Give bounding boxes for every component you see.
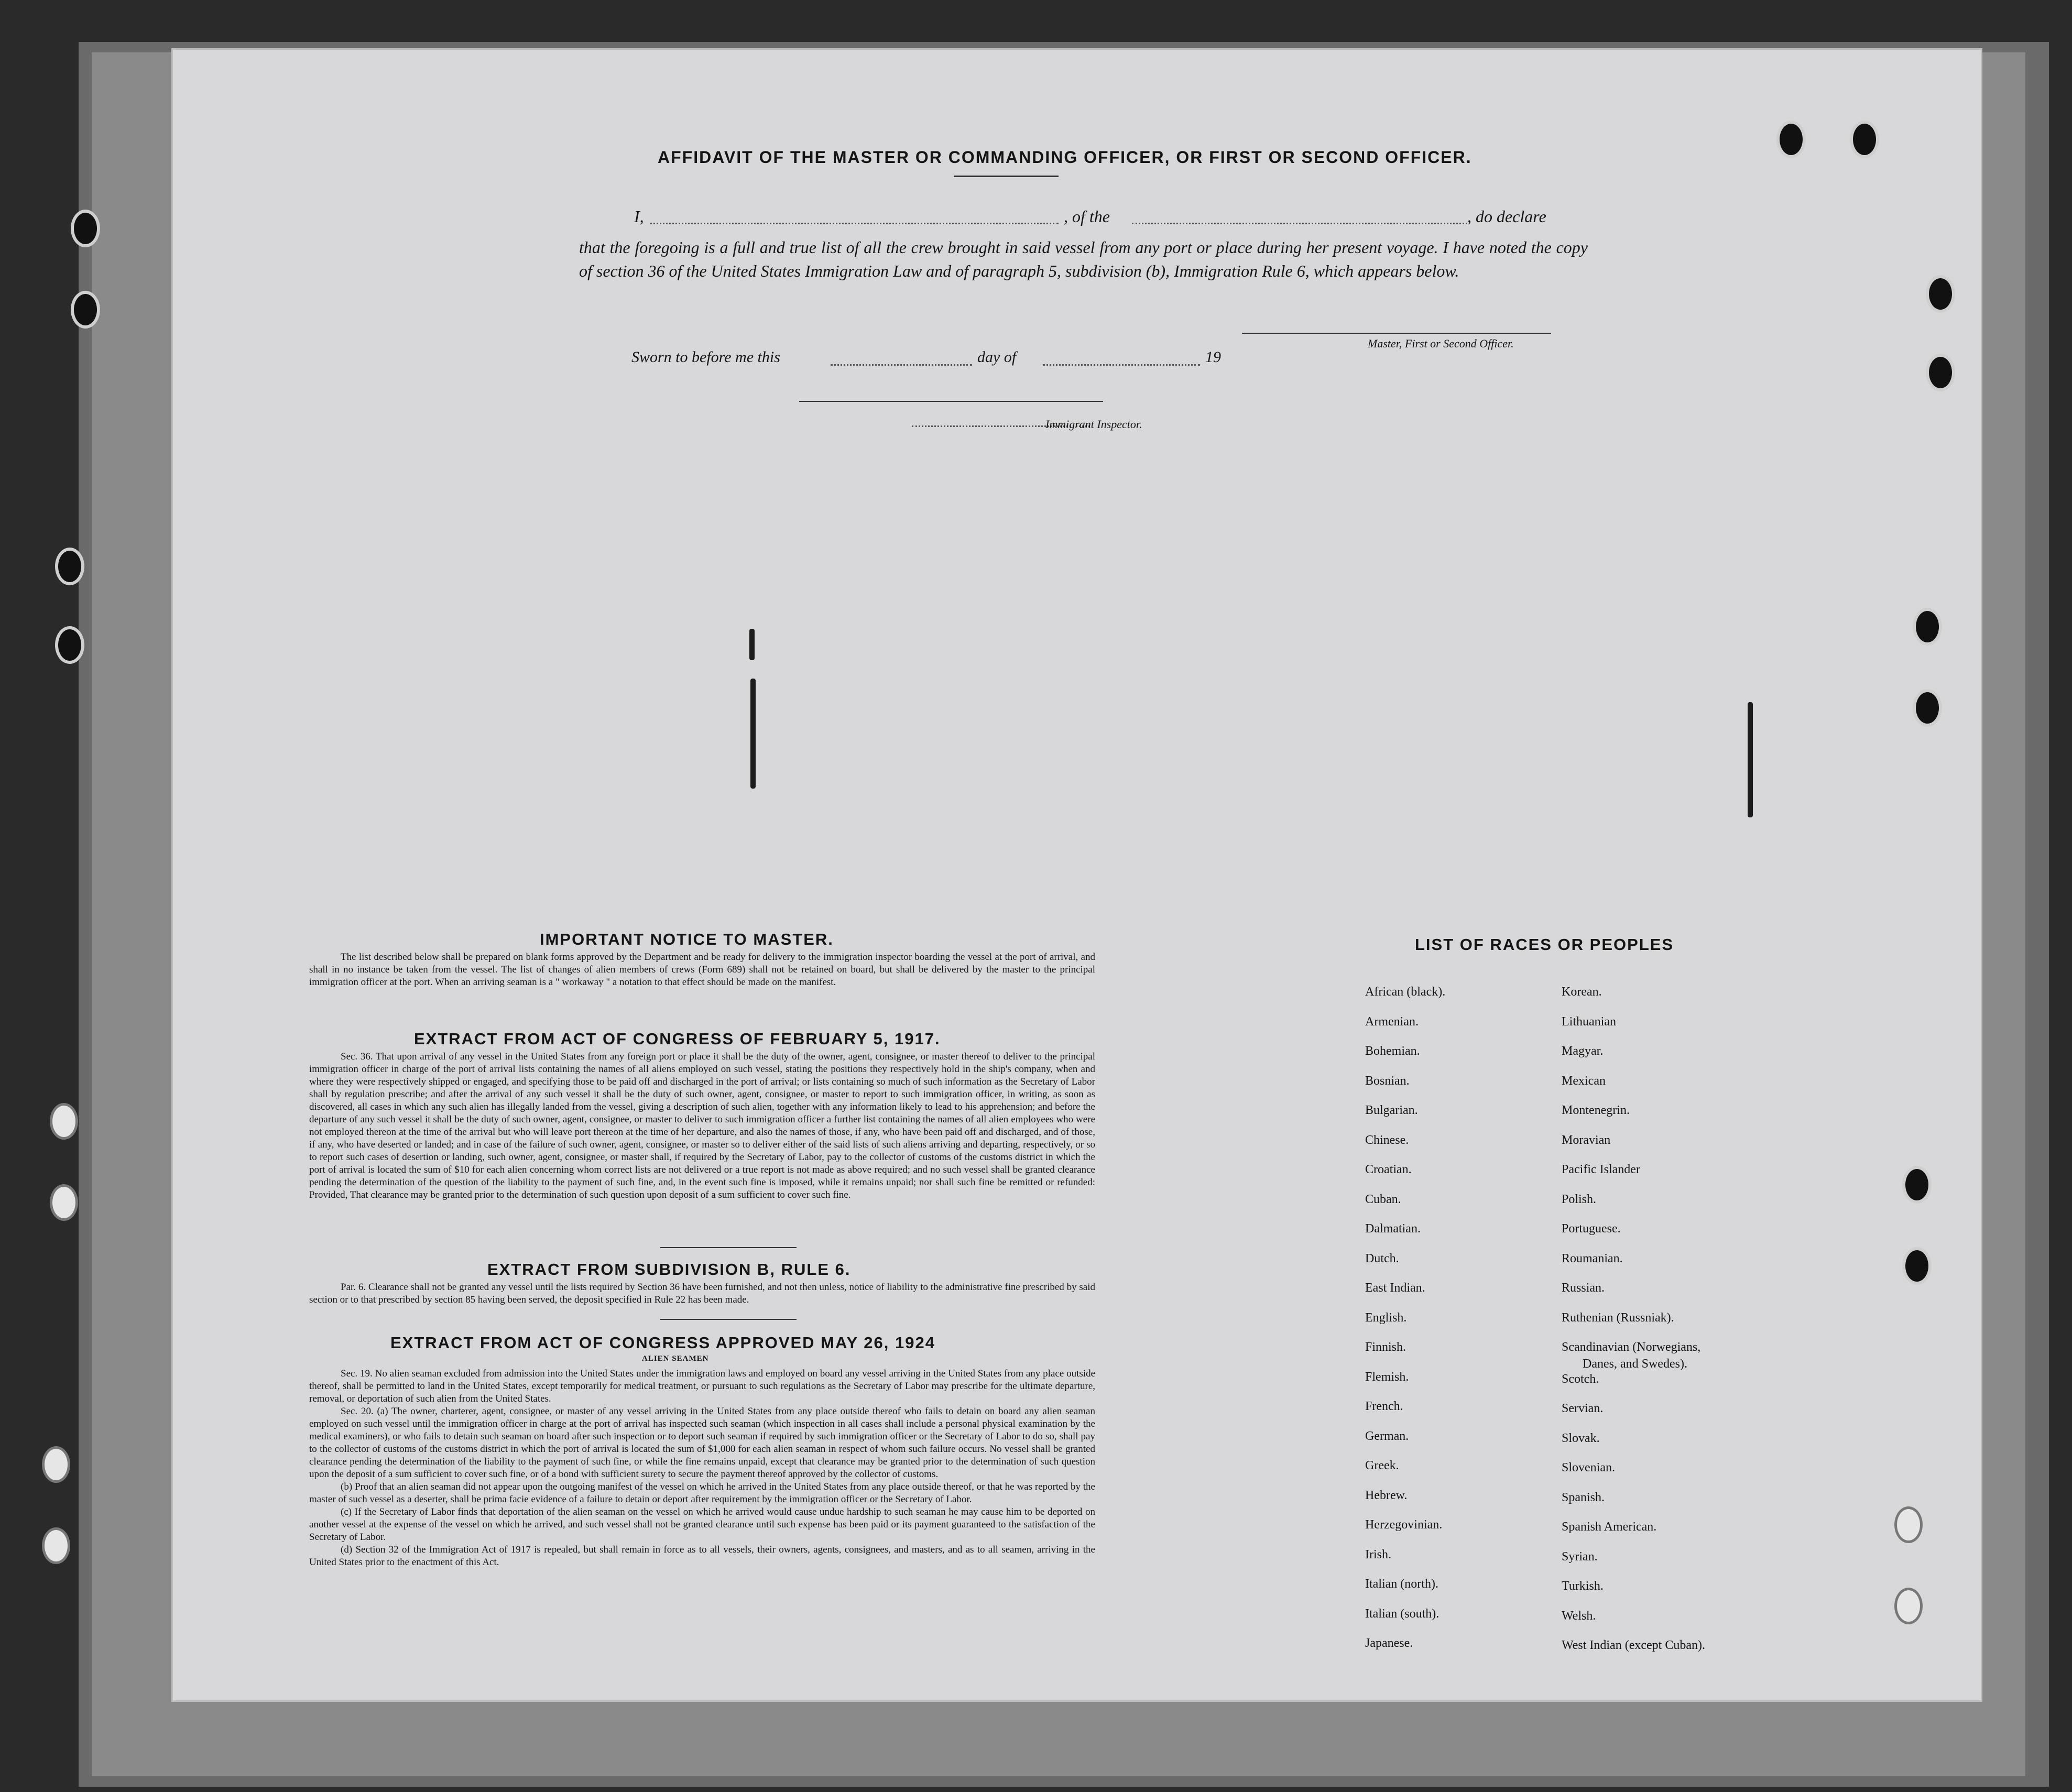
vessel-name-blank[interactable] [1132, 223, 1467, 224]
race-item: Servian. [1562, 1402, 1604, 1415]
affidavit-title: AFFIDAVIT OF THE MASTER OR COMMANDING OFFICER, OR FIRST OR SECOND OFFICER. [658, 148, 1472, 167]
race-item: West Indian (except Cuban). [1562, 1638, 1705, 1652]
vessel-of-label: , of the [1064, 207, 1110, 226]
race-item: Chinese. [1365, 1133, 1409, 1147]
extract-1917-title: EXTRACT FROM ACT OF CONGRESS OF FEBRUARY 5, 1917. [414, 1030, 941, 1048]
signature-label: Master, First or Second Officer. [1368, 337, 1514, 350]
race-item: Lithuanian [1562, 1014, 1616, 1029]
pen-mark [749, 629, 755, 660]
race-item: Greek. [1365, 1459, 1399, 1472]
race-item: Dalmatian. [1365, 1222, 1421, 1236]
race-item: Irish. [1365, 1547, 1391, 1561]
binder-hole [1850, 121, 1879, 158]
binder-hole [1902, 1166, 1932, 1204]
pen-mark [1748, 702, 1753, 817]
binder-hole [1894, 1506, 1923, 1543]
race-item: Polish. [1562, 1192, 1597, 1206]
race-item: Spanish. [1562, 1490, 1605, 1504]
race-item: Welsh. [1562, 1609, 1596, 1623]
race-item: Russian. [1562, 1281, 1605, 1295]
race-item: Dutch. [1365, 1251, 1399, 1265]
binder-hole [1902, 1247, 1932, 1285]
binder-hole [71, 291, 100, 329]
sec20c-paragraph: (c) If the Secretary of Labor finds that deportation of the alien seaman on the vessel on which he arrived would cause undue hardship to such seaman he may cause him to be deported on another vessel at the expense of the vessel on which he arrived, and such vessel shall not be granted clearance until such expense has been paid or its payment guaranteed to the satisfaction of the Secretary of Labor. [309, 1506, 1095, 1543]
declare-label: , do declare [1467, 207, 1546, 226]
race-item: German. [1365, 1429, 1409, 1443]
race-item: Hebrew. [1365, 1488, 1408, 1502]
binder-hole [71, 210, 100, 247]
notice-title: IMPORTANT NOTICE TO MASTER. [540, 930, 834, 948]
race-item: Croatian. [1365, 1163, 1412, 1176]
race-item: Magyar. [1562, 1044, 1604, 1058]
sworn-day-label: day of [977, 348, 1017, 366]
race-item: French. [1365, 1400, 1403, 1413]
race-item: Scotch. [1562, 1372, 1599, 1386]
race-item: Bulgarian. [1365, 1103, 1418, 1117]
binder-hole [42, 1527, 70, 1564]
form-sheet [173, 50, 1981, 1700]
race-item: Italian (south). [1365, 1607, 1440, 1621]
race-item: Portuguese. [1562, 1222, 1621, 1236]
race-item: Mexican [1562, 1074, 1606, 1088]
sworn-day-blank[interactable] [831, 364, 972, 366]
race-item: African (black). [1365, 985, 1446, 999]
race-item: Bohemian. [1365, 1044, 1420, 1058]
race-item: Moravian [1562, 1133, 1611, 1147]
race-item: Cuban. [1365, 1192, 1401, 1206]
race-item: Syrian. [1562, 1549, 1598, 1564]
race-item: Armenian. [1365, 1014, 1419, 1029]
race-item: Korean. [1562, 985, 1602, 999]
race-item: East Indian. [1365, 1281, 1425, 1295]
race-item: Roumanian. [1562, 1251, 1623, 1265]
affidavit-statement: that the foregoing is a full and true list of all the crew brought in said vessel from any port or place during her present voyage. I have noted the copy of section 36 of the United States Immigration Law and of paragraph 5, subdivision (b), Immigration Rule 6, which appears below. [579, 238, 1588, 280]
notice-body: The list described below shall be prepared on blank forms approved by the Department and be ready for delivery to the immigration inspector boarding the vessel at the port of arrival, and shall in no instance be taken from the vessel. The list of changes of alien members of crews (Form 689) shall not be retained on board, but shall be delivered by the master to the principal immigration officer at the port. When an arriving seaman is a " workaway " a notation to that effect should be made on the manifest. [309, 952, 1095, 988]
extract-1917-body: Sec. 36. That upon arrival of any vessel in the United States from any foreign port or place it shall be the duty of the owner, agent, consignee, or master thereof to deliver to the principal immigration officer in charge of the port of arrival lists containing the names of all aliens employed on such vessel, stating the positions they respectively hold in the ship's company, when and where they were respectively shipped or engaged, and specifying those to be paid off and discharged in the port of arrival; or lists containing so much of such information as the Secretary of Labor shall by regulation prescribe; and after the arrival of any such vessel it shall be the duty of such owner, agent, consignee, or master to report to such immigration officer, in writing, as soon as discovered, all cases in which any such alien has illegally landed from the vessel, giving a description of such alien, together with any information likely to lead to his apprehension; and before the departure of any such vessel it shall be the duty of such owner, agent, consignee, or master to deliver to such immigration officer a further list containing the names of all alien employees who were not employed thereon at the time of the arrival but who will leave port thereon at the time of her departure, and also the names of those, if any, who have been paid off and discharged, and of those, if any, who have deserted or landed; and in case of the failure of such owner, agent, consignee, or master so to deliver either of the said lists of such aliens arriving and departing, respectively, or so to report such cases of desertion or landing, such owner, agent, consignee, or master shall, if required by the Secretary of Labor, pay to the collector of customs of the customs district in which the port of arrival is located the sum of $10 for each alien concerning whom correct lists are not delivered or a true report is not made as above required; and no such vessel shall be granted clearance pending the determination of the question of the liability to the payment of such fine, and, in the event such fine is imposed, while it remains unpaid; nor shall such fine be remitted or refunded: Provided, That clearance may be granted prior to the determination of such question upon deposit of a sum sufficient to cover such fine. [309, 1051, 1095, 1200]
declarant-name-blank[interactable] [650, 223, 1059, 224]
race-item: Slovenian. [1562, 1461, 1615, 1474]
sec19-paragraph: Sec. 19. No alien seaman excluded from admission into the United States under the immigration laws and employed on board any vessel arriving in the United States from any place outside thereof, shall be permitted to land in the United States, except temporarily for medical treatment, or pursuant to such regulations as the Secretary of Labor may prescribe for the ultimate departure, removal, or deportation of such alien from the United States. [309, 1368, 1095, 1404]
binder-hole [55, 548, 84, 585]
race-item: Bosnian. [1365, 1074, 1410, 1088]
binder-hole [55, 626, 84, 664]
binder-hole [1913, 608, 1942, 646]
race-item-continuation: Danes, and Swedes). [1583, 1357, 1687, 1371]
race-item: Slovak. [1562, 1431, 1600, 1445]
race-item: Italian (north). [1365, 1577, 1438, 1591]
sec20d-paragraph: (d) Section 32 of the Immigration Act of 1917 is repealed, but shall remain in force as to all vessels, their owners, agents, consignees, and masters, and as to all seamen, arriving in the United States prior to the enactment of this Act. [309, 1544, 1095, 1568]
binder-hole [50, 1103, 78, 1140]
binder-hole [42, 1446, 70, 1483]
extract-1924-subtitle: ALIEN SEAMEN [642, 1354, 709, 1363]
pen-mark [750, 679, 756, 789]
race-item: Japanese. [1365, 1636, 1413, 1650]
binder-hole [1776, 121, 1806, 158]
extract-rule6-title: EXTRACT FROM SUBDIVISION B, RULE 6. [487, 1260, 851, 1279]
extract-1924-title: EXTRACT FROM ACT OF CONGRESS APPROVED MAY 26, 1924 [390, 1334, 935, 1352]
race-item: Herzegovinian. [1365, 1518, 1443, 1532]
race-item: English. [1365, 1310, 1407, 1325]
extract-rule6-body: Par. 6. Clearance shall not be granted any vessel until the lists required by Section 36 have been furnished, and not then unless, notice of liability to the administrative fine prescribed by said section or to that prescribed by section 85 having been served, the deposit specified in Rule 22 has been made. [309, 1282, 1095, 1305]
race-item: Montenegrin. [1562, 1103, 1630, 1117]
sec20b-paragraph: (b) Proof that an alien seaman did not appear upon the outgoing manifest of the vessel on which he arrived in the United States from any place outside thereof, or that he was reported by the master of such vessel as a deserter, shall be prima facie evidence of a failure to detain or deport after requirement by the immigration officer or the Secretary of Labor. [309, 1481, 1095, 1505]
binder-hole [50, 1184, 78, 1221]
race-item: Spanish American. [1562, 1520, 1657, 1534]
binder-hole [1926, 275, 1955, 313]
divider [954, 176, 1059, 177]
sworn-label: Sworn to before me this [631, 348, 780, 366]
race-item: Pacific Islander [1562, 1163, 1640, 1176]
race-item: Ruthenian (Russniak). [1562, 1310, 1674, 1325]
race-item: Scandinavian (Norwegians, [1562, 1340, 1701, 1354]
sworn-month-blank[interactable] [1043, 364, 1200, 366]
binder-hole [1894, 1588, 1923, 1624]
race-item: Flemish. [1365, 1370, 1409, 1384]
inspector-line-1 [799, 401, 1103, 402]
divider [660, 1319, 797, 1320]
sec20a-paragraph: Sec. 20. (a) The owner, charterer, agent, consignee, or master of any vessel arriving in the United States from any place outside thereof who fails to detain on board any alien seaman employed on such vessel until the immigration officer in charge at the port of arrival has inspected such seaman (which inspection in all cases shall include a personal physical examination by the medical examiners), or who fails to detain such seaman on board after such inspection or to deport such seaman if required by such immigration officer or the Secretary of Labor to do so, shall pay to the collector of customs of the customs district in which the port of arrival is located the sum of $1,000 for each alien seaman in respect of whom such failure occurs. No vessel shall be granted clearance pending the determination of the liability to the payment of such fine, or while the fine remains unpaid, except that clearance may be granted prior to the determination of such question upon the deposit of a sum sufficient to cover such fine, or of a bond with sufficient surety to secure the payment thereof approved by the collector of customs. [309, 1406, 1095, 1480]
inspector-label: Immigrant Inspector. [1045, 418, 1142, 431]
races-title: LIST OF RACES OR PEOPLES [1415, 935, 1674, 954]
sworn-year-label: 19 [1205, 348, 1221, 366]
race-item: Finnish. [1365, 1340, 1406, 1354]
binder-hole [1926, 354, 1955, 391]
signature-line[interactable] [1242, 333, 1551, 334]
declarant-label: I, [634, 207, 644, 226]
race-item: Turkish. [1562, 1579, 1604, 1593]
extract-1924-body [309, 1368, 1095, 1569]
divider [660, 1247, 797, 1248]
binder-hole [1913, 689, 1942, 727]
